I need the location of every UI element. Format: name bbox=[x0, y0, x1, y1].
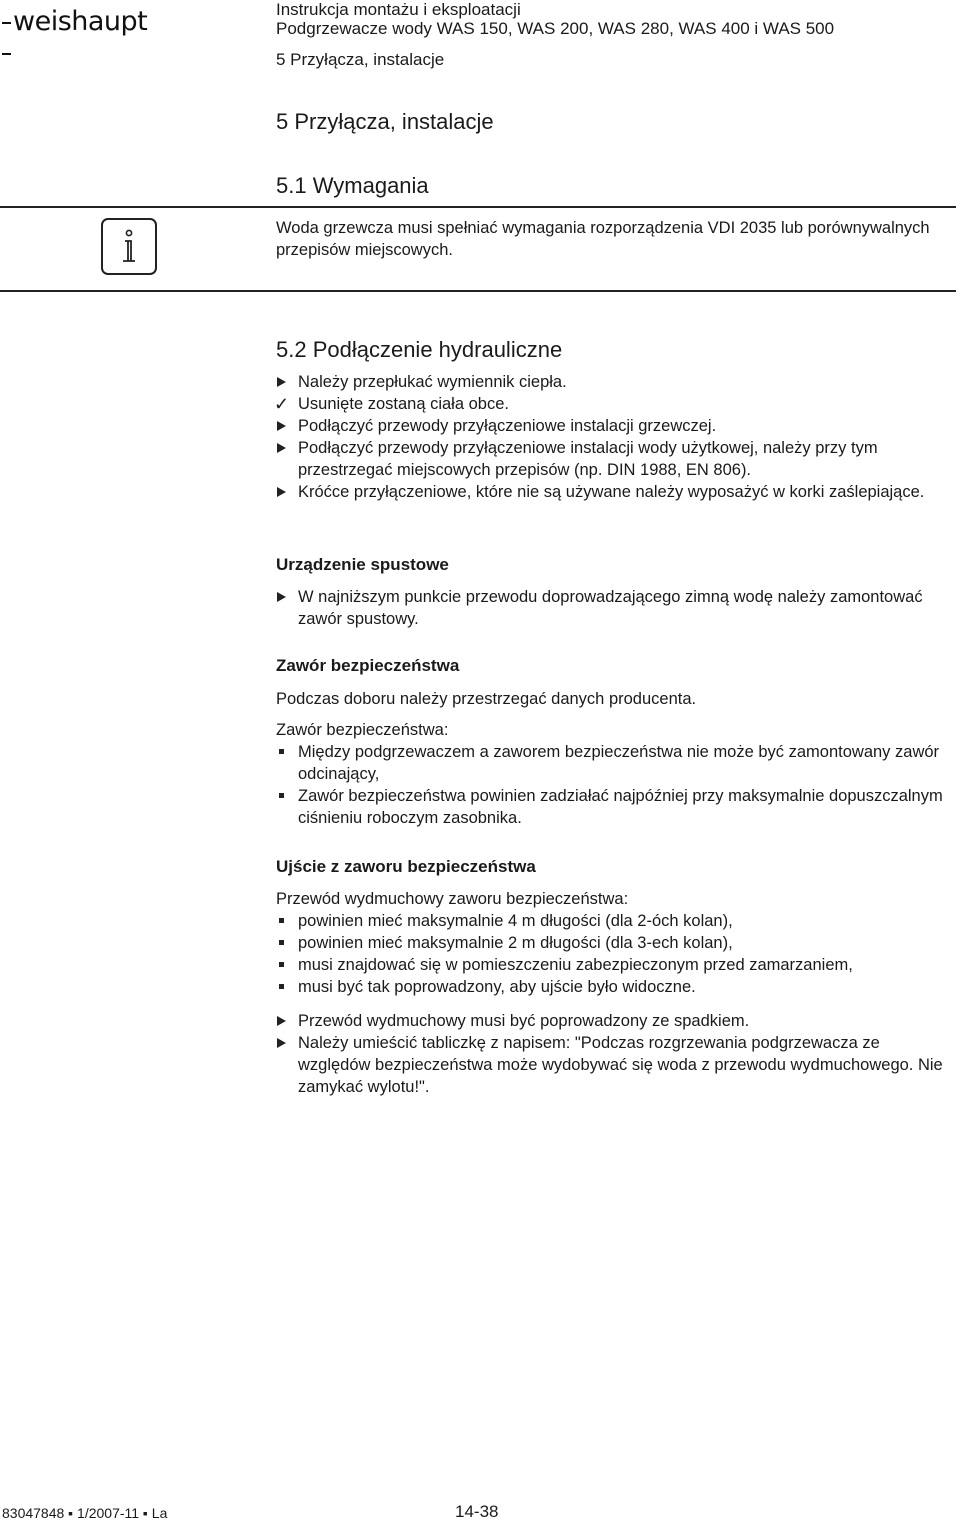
manual-title: Instrukcja montażu i eksploatacji bbox=[276, 0, 521, 19]
bullet-icon bbox=[279, 918, 284, 923]
action-arrow-icon bbox=[277, 377, 286, 387]
action-arrow-icon bbox=[277, 443, 286, 453]
action-arrow-icon bbox=[277, 592, 286, 602]
running-section-title: 5 Przyłącza, instalacje bbox=[276, 50, 445, 69]
checkmark-icon: ✓ bbox=[274, 394, 290, 414]
drain-list bbox=[276, 586, 956, 630]
drain-heading: Urządzenie spustowe bbox=[276, 555, 449, 574]
bullet-item: Zawór bezpieczeństwa powinien zadziałać najpóźniej przy maksymalnie dopuszczalnym ciśnieniu roboczym zasobnika. bbox=[276, 785, 956, 829]
bullet-icon bbox=[279, 962, 284, 967]
bullet-icon bbox=[279, 940, 284, 945]
safety-valve-heading: Zawór bezpieczeństwa bbox=[276, 656, 460, 675]
step-item: W najniższym punkcie przewodu doprowadzającego zimną wodę należy zamontować zawór spustowy. bbox=[276, 586, 956, 630]
bullet-item: Między podgrzewaczem a zaworem bezpieczeństwa nie może być zamontowany zawór odcinający, bbox=[276, 741, 956, 785]
step-item: Podłączyć przewody przyłączeniowe instalacji grzewczej. bbox=[276, 415, 956, 437]
bullet-icon bbox=[279, 984, 284, 989]
document-code: 83047848 ▪ 1/2007-11 ▪ La bbox=[2, 1505, 168, 1521]
safety-valve-paragraph: Podczas doboru należy przestrzegać danych producenta. bbox=[276, 690, 697, 708]
outlet-heading: Ujście z zaworu bezpieczeństwa bbox=[276, 857, 536, 876]
subsection-5-2-title: 5.2 Podłączenie hydrauliczne bbox=[276, 337, 563, 362]
info-text: Woda grzewcza musi spełniać wymagania rozporządzenia VDI 2035 lub porównywalnych przepisów miejscowych. bbox=[276, 219, 930, 259]
bullet-item: powinien mieć maksymalnie 2 m długości (dla 3-ech kolan), bbox=[276, 932, 956, 954]
product-line: Podgrzewacze wody WAS 150, WAS 200, WAS 280, WAS 400 i WAS 500 bbox=[276, 19, 835, 38]
safety-valve-intro: Zawór bezpieczeństwa: bbox=[276, 721, 449, 739]
safety-valve-bullets bbox=[276, 741, 956, 829]
step-item: Należy umieścić tabliczkę z napisem: "Podczas rozgrzewania podgrzewacza ze względów bezpieczeństwa może wydobywać się woda z przewodu wydmuchowego. Nie zamykać wylotu!". bbox=[276, 1032, 956, 1098]
weishaupt-logo: weishaupt bbox=[0, 6, 160, 42]
subsection-5-1-title: 5.1 Wymagania bbox=[276, 173, 429, 198]
step-item: Przewód wydmuchowy musi być poprowadzony ze spadkiem. bbox=[276, 1010, 956, 1032]
bullet-icon bbox=[279, 749, 284, 754]
hydraulic-steps-list bbox=[276, 371, 956, 503]
bullet-item: powinien mieć maksymalnie 4 m długości (dla 2-óch kolan), bbox=[276, 910, 956, 932]
bullet-icon bbox=[279, 793, 284, 798]
page-number: 14-38 bbox=[455, 1502, 499, 1521]
outlet-actions bbox=[276, 1010, 956, 1098]
action-arrow-icon bbox=[277, 487, 286, 497]
bullet-item: musi znajdować się w pomieszczeniu zabezpieczonym przed zamarzaniem, bbox=[276, 954, 956, 976]
bullet-item: musi być tak poprowadzony, aby ujście było widoczne. bbox=[276, 976, 956, 998]
action-arrow-icon bbox=[277, 1038, 286, 1048]
outlet-intro: Przewód wydmuchowy zaworu bezpieczeństwa: bbox=[276, 890, 629, 908]
step-item: Podłączyć przewody przyłączeniowe instalacji wody użytkowej, należy przy tym przestrzegać miejscowych przepisów (np. DIN 1988, EN 806). bbox=[276, 437, 956, 481]
info-icon bbox=[101, 218, 157, 275]
outlet-bullets bbox=[276, 910, 956, 998]
section-title: 5 Przyłącza, instalacje bbox=[276, 109, 494, 134]
divider-top bbox=[0, 206, 956, 208]
result-item: ✓ Usunięte zostaną ciała obce. bbox=[274, 394, 509, 414]
step-item: Króćce przyłączeniowe, które nie są używane należy wyposażyć w korki zaślepiające. bbox=[276, 481, 956, 503]
divider-bottom bbox=[0, 290, 956, 292]
step-item: Należy przepłukać wymiennik ciepła. bbox=[276, 371, 956, 393]
action-arrow-icon bbox=[277, 1016, 286, 1026]
action-arrow-icon bbox=[277, 421, 286, 431]
